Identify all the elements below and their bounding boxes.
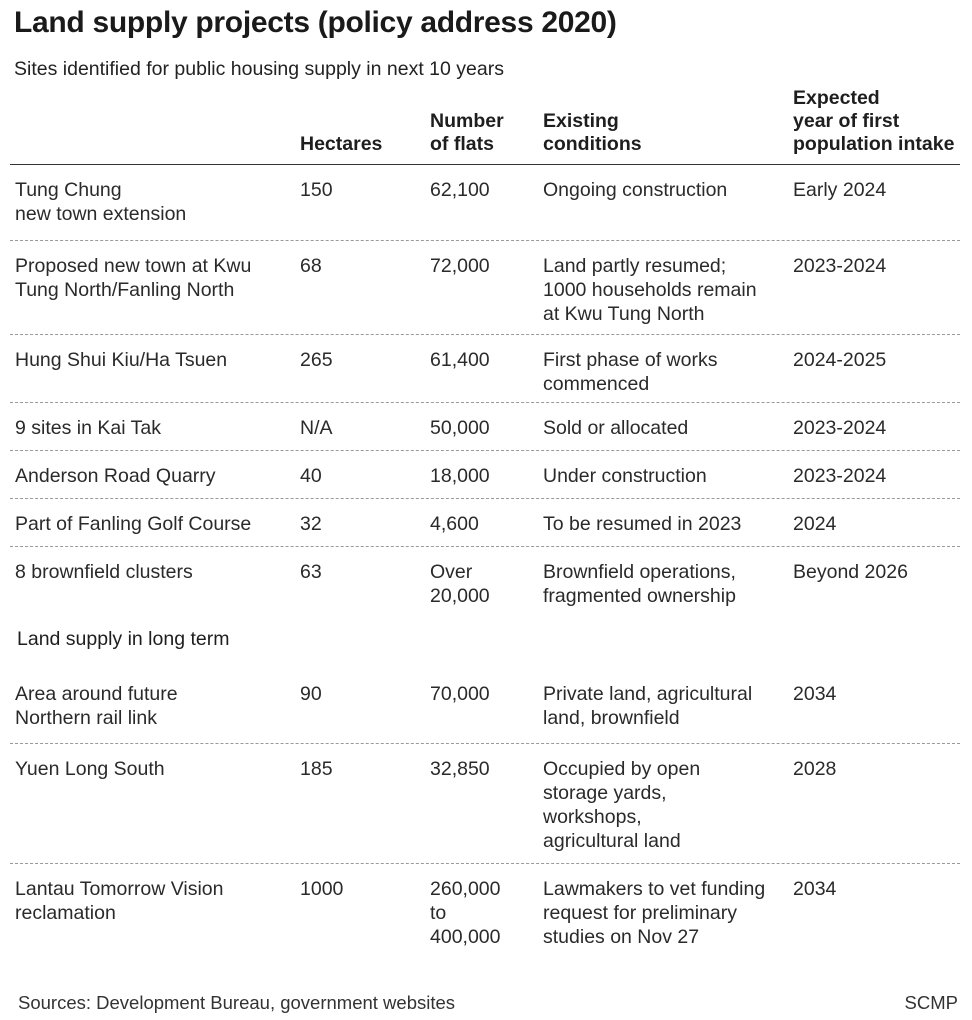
flats-cell-line: 32,850 — [430, 758, 490, 780]
site-cell — [15, 877, 290, 925]
site-cell-line: Northern rail link — [15, 707, 157, 729]
flats-cell-line: to — [430, 902, 447, 924]
page-subtitle: Sites identified for public housing supply in next 10 years — [14, 58, 504, 80]
conditions-cell — [543, 348, 783, 396]
conditions-cell-line: Under construction — [543, 465, 707, 487]
sources-note: Sources: Development Bureau, government websites — [18, 992, 456, 1013]
year-cell: 2034 — [793, 878, 837, 900]
table-row — [10, 743, 960, 864]
conditions-cell-line: Occupied by open — [543, 758, 701, 780]
conditions-cell-line: fragmented ownership — [543, 585, 736, 607]
flats-cell-line: 72,000 — [430, 255, 490, 277]
credit-label: SCMP — [904, 992, 958, 1013]
site-cell-line: 9 sites in Kai Tak — [15, 417, 161, 439]
table-row — [10, 402, 960, 451]
flats-cell — [430, 178, 530, 202]
header-intake: Expected year of first population intake — [793, 87, 955, 155]
flats-cell-line: 70,000 — [430, 683, 490, 705]
table-row — [10, 498, 960, 547]
site-cell — [15, 416, 290, 440]
flats-cell — [430, 254, 530, 278]
conditions-cell-line: Ongoing construction — [543, 179, 728, 201]
year-cell: 2023-2024 — [793, 255, 887, 277]
conditions-cell-line: land, brownfield — [543, 707, 680, 729]
site-cell-line: new town extension — [15, 203, 187, 225]
site-cell — [15, 560, 290, 584]
flats-cell-line: 20,000 — [430, 585, 490, 607]
site-cell — [15, 757, 290, 781]
site-cell — [15, 348, 290, 372]
flats-cell-line: 50,000 — [430, 417, 490, 439]
site-cell-line: Part of Fanling Golf Course — [15, 513, 252, 535]
header-flats: Number of flats — [430, 110, 504, 155]
table-row — [10, 164, 960, 241]
table-row — [10, 240, 960, 335]
conditions-cell-line: Land partly resumed; — [543, 255, 727, 277]
hectares-cell: 90 — [300, 683, 322, 705]
conditions-cell-line: Lawmakers to vet funding — [543, 878, 766, 900]
year-cell: 2023-2024 — [793, 465, 887, 487]
hectares-cell: 1000 — [300, 878, 344, 900]
site-cell — [15, 178, 290, 226]
conditions-cell-line: To be resumed in 2023 — [543, 513, 742, 535]
year-cell: Beyond 2026 — [793, 561, 908, 583]
site-cell-line: reclamation — [15, 902, 116, 924]
hectares-cell: 40 — [300, 465, 322, 487]
conditions-cell — [543, 464, 783, 488]
conditions-cell-line: workshops, — [543, 806, 642, 828]
flats-cell-line: 260,000 — [430, 878, 501, 900]
year-cell: 2023-2024 — [793, 417, 887, 439]
site-cell — [15, 682, 290, 730]
site-cell-line: 8 brownfield clusters — [15, 561, 193, 583]
hectares-cell: 68 — [300, 255, 322, 277]
year-cell: Early 2024 — [793, 179, 887, 201]
conditions-cell — [543, 757, 783, 853]
site-cell-line: Lantau Tomorrow Vision — [15, 878, 224, 900]
conditions-cell — [543, 254, 783, 326]
conditions-cell — [543, 512, 783, 536]
conditions-cell-line: Sold or allocated — [543, 417, 689, 439]
site-cell — [15, 512, 290, 536]
conditions-cell-line: 1000 households remain — [543, 279, 757, 301]
conditions-cell-line: Private land, agricultural — [543, 683, 753, 705]
conditions-cell-line: Brownfield operations, — [543, 561, 736, 583]
flats-cell-line: 62,100 — [430, 179, 490, 201]
conditions-cell-line: agricultural land — [543, 830, 681, 852]
conditions-cell — [543, 178, 783, 202]
hectares-cell: 63 — [300, 561, 322, 583]
conditions-cell-line: request for preliminary — [543, 902, 737, 924]
conditions-cell-line: First phase of works — [543, 349, 718, 371]
site-cell-line: Tung North/Fanling North — [15, 279, 235, 301]
flats-cell-line: 61,400 — [430, 349, 490, 371]
site-cell-line: Anderson Road Quarry — [15, 465, 216, 487]
long-term-heading: Land supply in long term — [17, 628, 230, 650]
flats-cell — [430, 348, 530, 372]
year-cell: 2024 — [793, 513, 837, 535]
table-header — [10, 88, 960, 165]
conditions-cell-line: studies on Nov 27 — [543, 926, 700, 948]
site-cell-line: Area around future — [15, 683, 178, 705]
hectares-cell: N/A — [300, 417, 333, 439]
flats-cell — [430, 757, 530, 781]
table-row — [10, 334, 960, 403]
flats-cell-line: 18,000 — [430, 465, 490, 487]
header-conditions: Existing conditions — [543, 110, 642, 155]
land-supply-table — [10, 0, 960, 1020]
conditions-cell — [543, 416, 783, 440]
conditions-cell-line: commenced — [543, 373, 650, 395]
flats-cell-line: 400,000 — [430, 926, 501, 948]
conditions-cell — [543, 560, 783, 608]
conditions-cell-line: at Kwu Tung North — [543, 303, 705, 325]
site-cell — [15, 254, 290, 302]
hectares-cell: 150 — [300, 179, 333, 201]
page-title: Land supply projects (policy address 2020) — [14, 6, 617, 39]
flats-cell — [430, 560, 530, 608]
site-cell — [15, 464, 290, 488]
conditions-cell — [543, 682, 783, 730]
hectares-cell: 265 — [300, 349, 333, 371]
conditions-cell — [543, 877, 783, 949]
header-hectares: Hectares — [300, 133, 383, 155]
flats-cell — [430, 682, 530, 706]
table-row — [10, 546, 960, 616]
year-cell: 2024-2025 — [793, 349, 887, 371]
site-cell-line: Yuen Long South — [15, 758, 165, 780]
flats-cell — [430, 512, 530, 536]
table-row — [10, 668, 960, 744]
table-row — [10, 450, 960, 499]
hectares-cell: 32 — [300, 513, 322, 535]
year-cell: 2028 — [793, 758, 837, 780]
flats-cell-line: 4,600 — [430, 513, 479, 535]
conditions-cell-line: storage yards, — [543, 782, 667, 804]
site-cell-line: Hung Shui Kiu/Ha Tsuen — [15, 349, 228, 371]
flats-cell — [430, 464, 530, 488]
year-cell: 2034 — [793, 683, 837, 705]
hectares-cell: 185 — [300, 758, 333, 780]
flats-cell — [430, 416, 530, 440]
table-row — [10, 863, 960, 953]
site-cell-line: Proposed new town at Kwu — [15, 255, 252, 277]
flats-cell-line: Over — [430, 561, 473, 583]
site-cell-line: Tung Chung — [15, 179, 122, 201]
flats-cell — [430, 877, 530, 949]
